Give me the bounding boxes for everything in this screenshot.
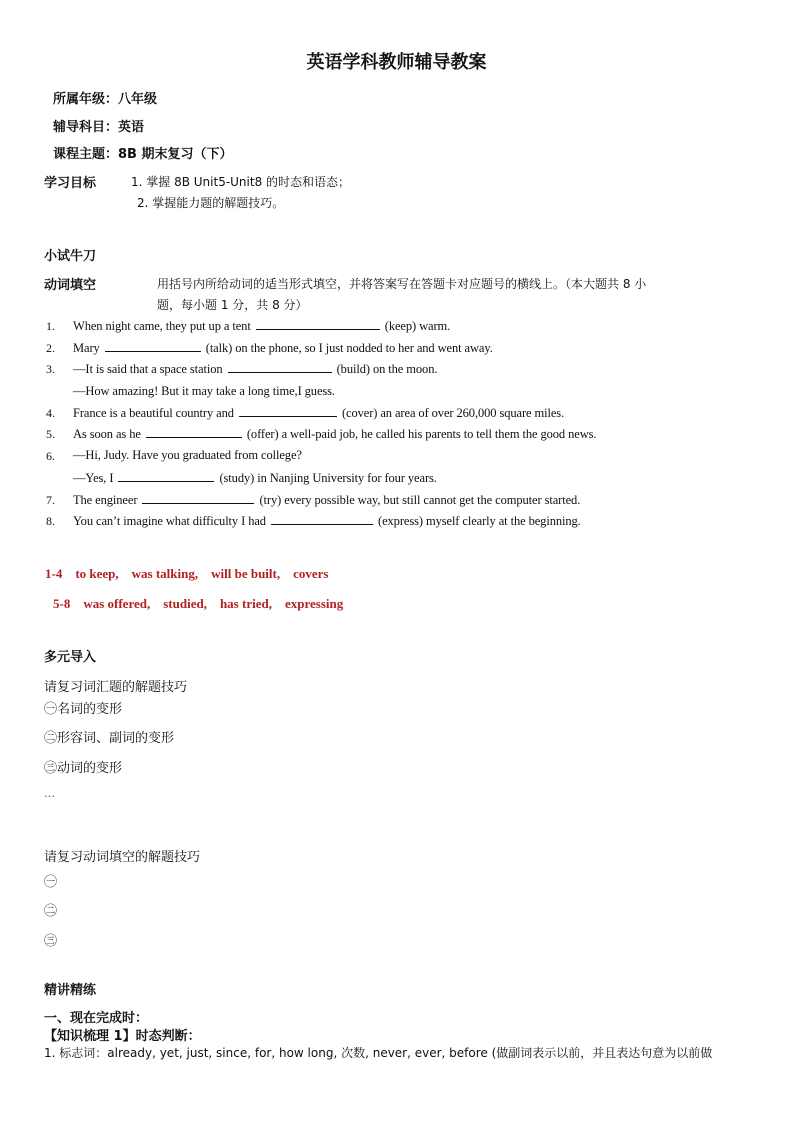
question-6-reply: [73, 470, 437, 486]
answer-blank[interactable]: [142, 492, 254, 504]
section-heading-lecture: 精讲精练: [44, 983, 97, 998]
question-number: 6.: [46, 449, 55, 463]
question-text: (cover) an area of over 260,000 square miles.: [341, 406, 565, 420]
question-text: (keep) warm.: [384, 319, 451, 333]
question-text: (talk) on the phone, so I just nodded to her and went away.: [205, 341, 493, 355]
question-text: Mary: [73, 341, 100, 355]
question-number: 3.: [46, 362, 55, 376]
question-text: (build) on the moon.: [336, 362, 438, 376]
subject-line: 辅导科目：英语: [53, 120, 145, 135]
verb-fill-instruction-cont: 题，每小题 1 分，共 8 分）: [157, 298, 308, 312]
question-text: As soon as he: [73, 427, 141, 441]
verb-review-heading: 请复习动词填空的解题技巧: [44, 850, 201, 865]
learning-goal-1: 1. 掌握 8B Unit5-Unit8 的时态和语态；: [131, 175, 351, 189]
answers-5-8: 5-8 was offered, studied, has tried, expressing: [53, 596, 344, 611]
answer-blank[interactable]: [271, 513, 373, 525]
topic-line: 课程主题：8B 期末复习（下）: [53, 147, 233, 162]
answer-blank[interactable]: [105, 340, 201, 352]
vocab-review-item: ㊀名词的变形: [44, 702, 123, 717]
question-text: The engineer: [73, 493, 138, 507]
question-number: 8.: [46, 514, 55, 528]
question-text: (express) myself clearly at the beginning.: [378, 514, 581, 528]
answer-blank[interactable]: [118, 470, 214, 482]
question-4: [73, 405, 564, 421]
question-number: 2.: [46, 341, 55, 355]
grade-line: 所属年级：八年级: [53, 92, 158, 107]
question-text: France is a beautiful country and: [73, 406, 234, 420]
question-3-reply: —How amazing! But it may take a long time,I guess.: [73, 384, 335, 398]
verb-fill-instruction: 用括号内所给动词的适当形式填空，并将答案写在答题卡对应题号的横线上。（本大题共 8 小: [157, 277, 647, 291]
learning-goal-2: 2. 掌握能力题的解题技巧。: [137, 196, 285, 210]
answer-blank[interactable]: [228, 361, 332, 373]
question-text: (offer) a well-paid job, he called his parents to tell them the good news.: [246, 427, 597, 441]
answer-blank[interactable]: [146, 426, 242, 438]
answers-1-4: 1-4 to keep, was talking, will be built, covers: [45, 566, 329, 581]
verb-review-item: ㊂: [44, 934, 58, 949]
question-3: [73, 361, 437, 377]
question-7: [73, 492, 580, 508]
question-number: 1.: [46, 319, 55, 333]
verb-fill-label: 动词填空: [44, 278, 97, 293]
question-5: [73, 426, 596, 442]
present-perfect-heading: 一、现在完成时：: [44, 1011, 149, 1026]
question-text: —It is said that a space station: [73, 362, 223, 376]
ellipsis: …: [44, 787, 55, 800]
question-number: 4.: [46, 406, 55, 420]
question-text: You can’t imagine what difficulty I had: [73, 514, 266, 528]
question-text: (try) every possible way, but still cannot get the computer started.: [259, 493, 581, 507]
question-8: [73, 513, 581, 529]
section-heading-intro: 多元导入: [44, 650, 97, 665]
marker-words-line: 1. 标志词：already, yet, just, since, for, how long, 次数, never, ever, before (做副词表示以前，并且表达句意为以前做: [44, 1046, 713, 1060]
question-1: [73, 318, 450, 334]
document-title: 英语学科教师辅导教案: [306, 52, 487, 73]
question-number: 5.: [46, 427, 55, 441]
vocab-review-item: ㊁形容词、副词的变形: [44, 731, 175, 746]
answer-blank[interactable]: [256, 318, 380, 330]
question-text: (study) in Nanjing University for four years.: [219, 471, 437, 485]
question-2: [73, 340, 493, 356]
question-text: When night came, they put up a tent: [73, 319, 251, 333]
section-heading-warmup: 小试牛刀: [44, 249, 97, 264]
question-number: 7.: [46, 493, 55, 507]
vocab-review-item: ㊂动词的变形: [44, 761, 123, 776]
question-text: —Yes, I: [73, 471, 114, 485]
verb-review-item: ㊀: [44, 875, 58, 890]
knowledge-heading: 【知识梳理 1】时态判断：: [44, 1029, 201, 1044]
learning-goals-label: 学习目标: [44, 176, 97, 191]
question-6: —Hi, Judy. Have you graduated from college?: [73, 448, 302, 462]
verb-review-item: ㊁: [44, 904, 58, 919]
answer-blank[interactable]: [239, 405, 337, 417]
vocab-review-heading: 请复习词汇题的解题技巧: [44, 680, 188, 695]
